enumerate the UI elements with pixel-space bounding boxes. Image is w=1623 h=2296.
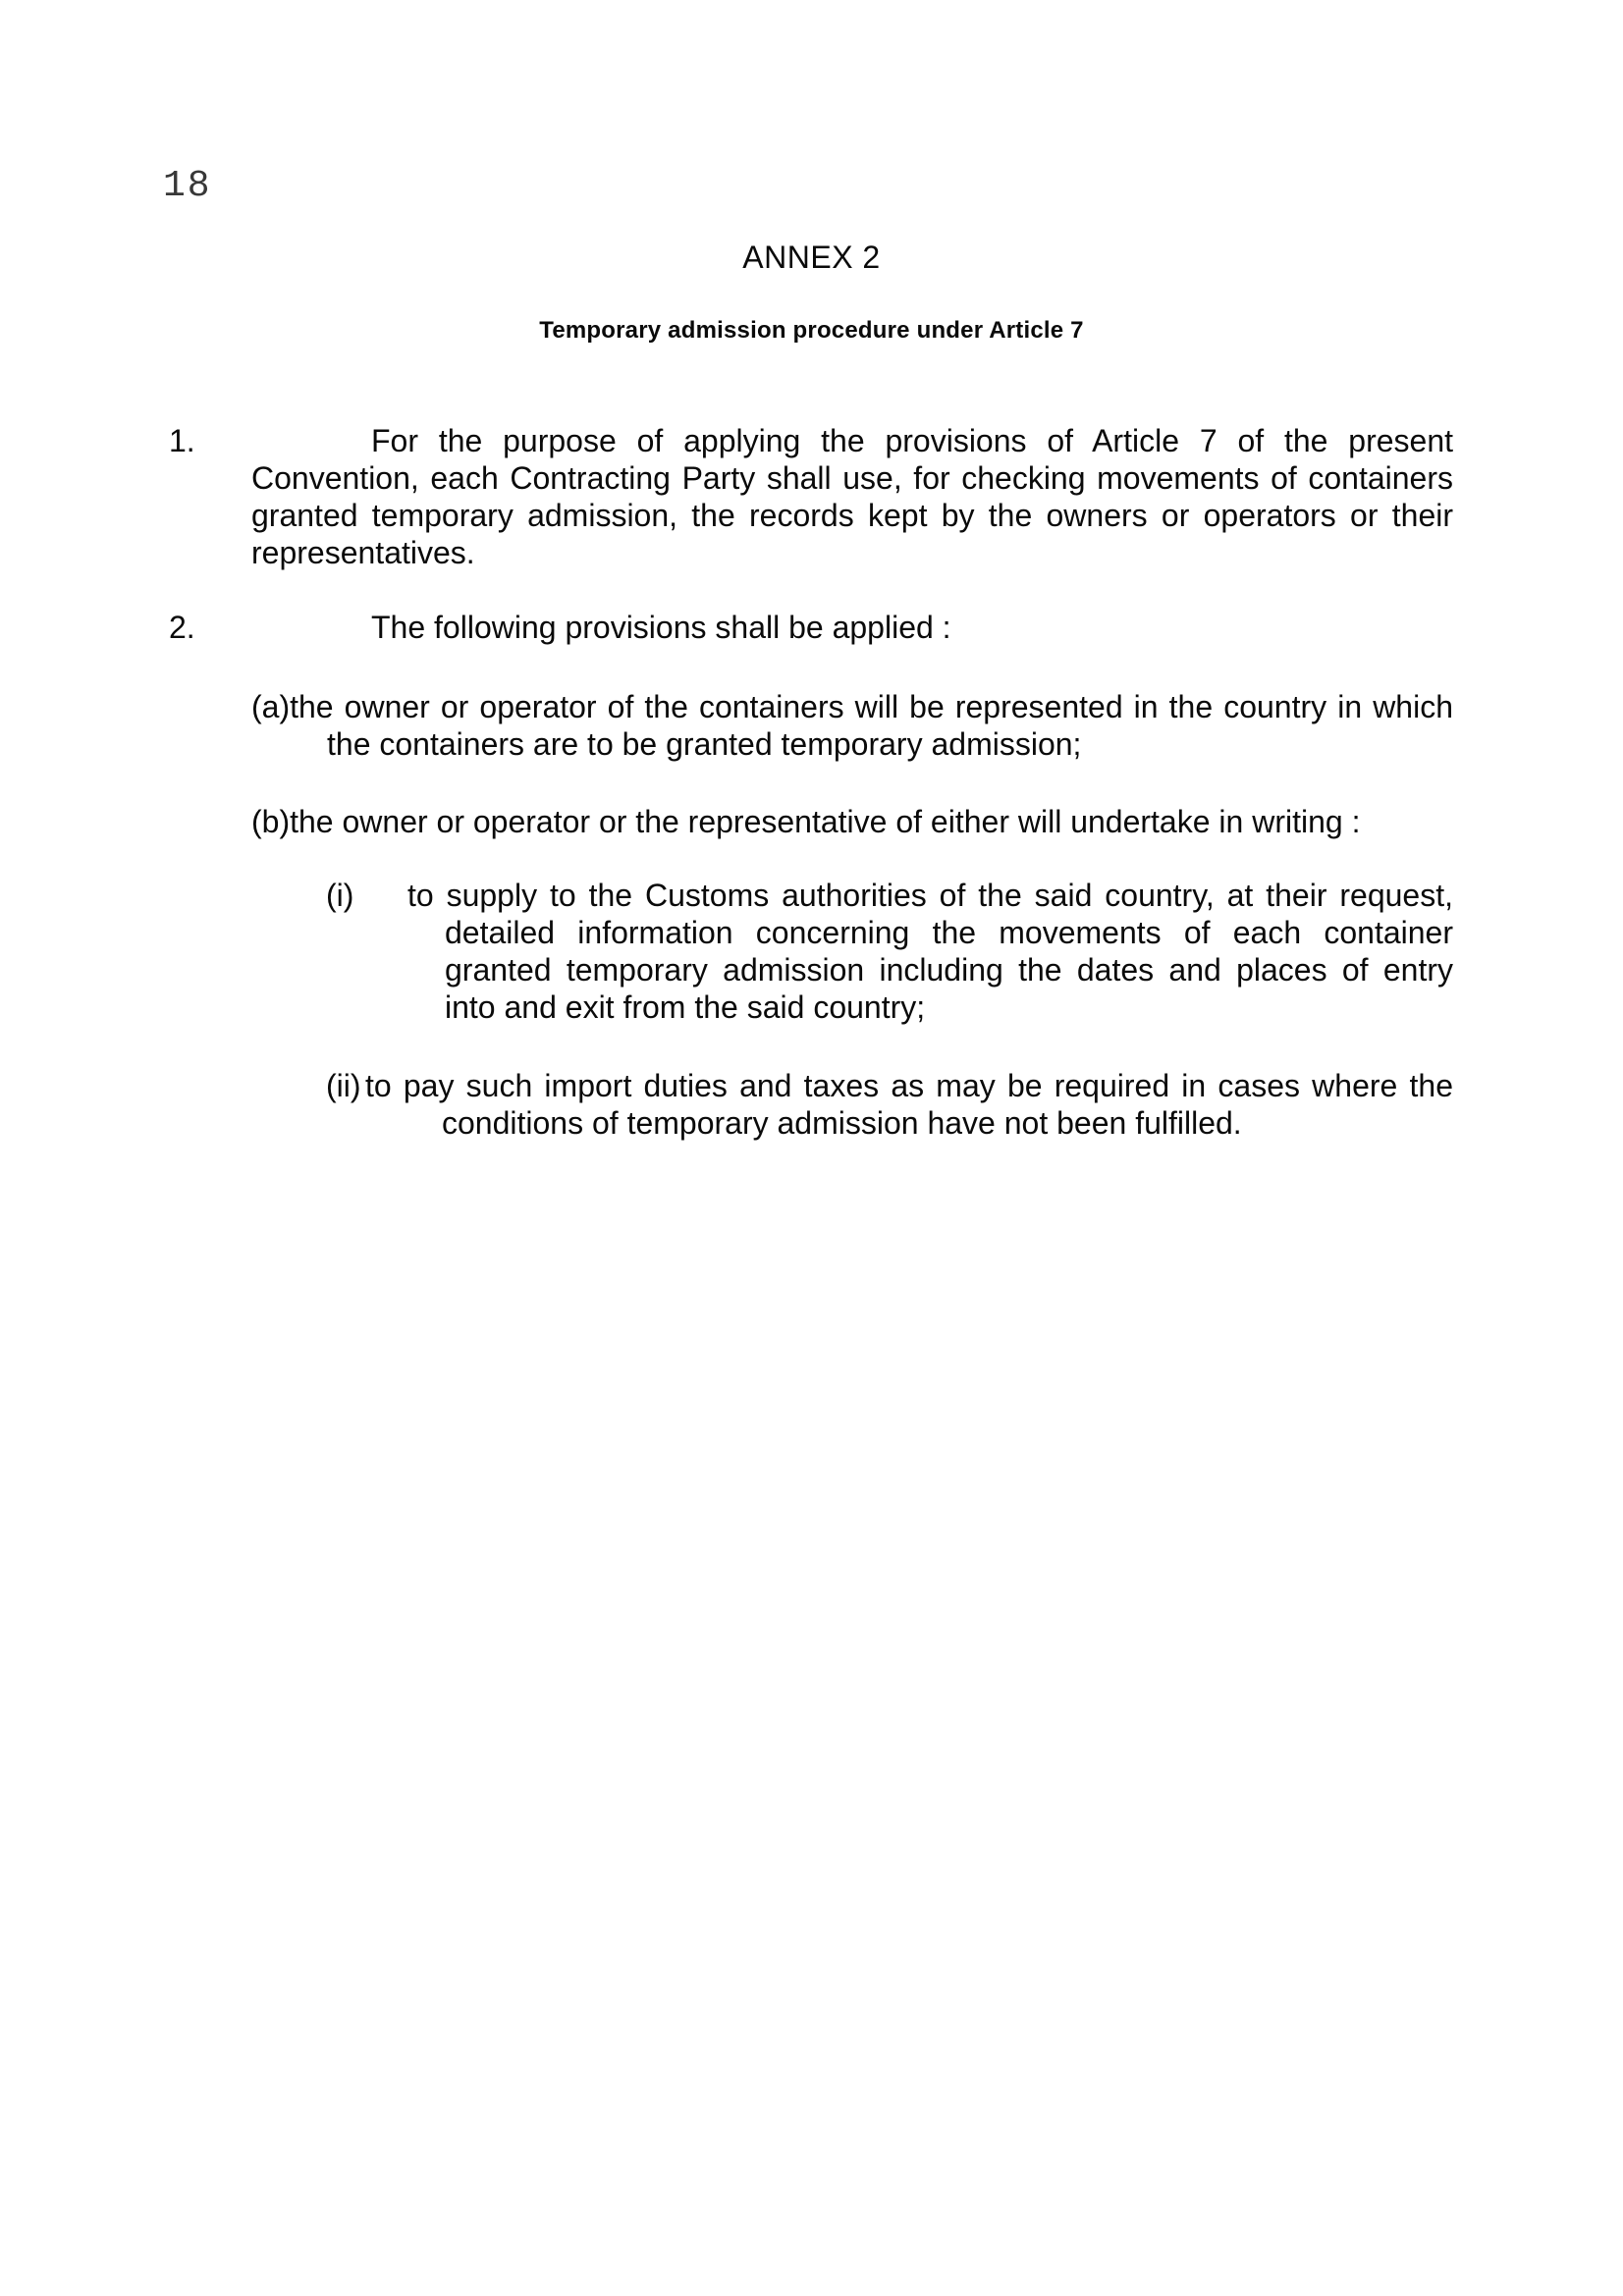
list-item-b-marker: (b) (251, 804, 291, 839)
paragraph-2-text: The following provisions shall be applied : (371, 610, 951, 645)
paragraph-2 (169, 609, 1453, 646)
list-item-a (251, 688, 1453, 763)
paragraph-1-marker: 1. (169, 423, 195, 458)
document-subtitle: Temporary admission procedure under Article 7 (539, 317, 1084, 344)
list-item-i-marker: (i) (326, 878, 354, 913)
paragraph-1-text: For the purpose of applying the provisions of Article 7 of the present Convention, each Contracting Party shall use, for checking movements of containers granted temporary admission, the records kept by the owners or operators or their representatives. (251, 423, 1453, 570)
list-item-ii-text: to pay such import duties and taxes as may be required in cases where the conditions of temporary admission have not been fulfilled. (365, 1068, 1453, 1141)
paragraph-2-marker: 2. (169, 610, 195, 645)
list-item-a-marker: (a) (251, 689, 291, 724)
page-number: 18 (163, 165, 212, 207)
list-item-b (251, 803, 1453, 840)
annex-title: ANNEX 2 (742, 240, 881, 275)
paragraph-1 (169, 422, 1453, 571)
list-item-ii (326, 1067, 1453, 1142)
list-item-b-text: the owner or operator or the representative of either will undertake in writing : (290, 804, 1361, 839)
list-item-ii-marker: (ii) (326, 1068, 361, 1103)
list-item-i (326, 877, 1453, 1026)
list-item-a-text: the owner or operator of the containers will be represented in the country in which the containers are to be granted temporary admission; (290, 689, 1453, 762)
list-item-i-text: to supply to the Customs authorities of the said country, at their request, detailed information concerning the movements of each container granted temporary admission including the dates and places of entry into and exit from the said country; (407, 878, 1453, 1025)
